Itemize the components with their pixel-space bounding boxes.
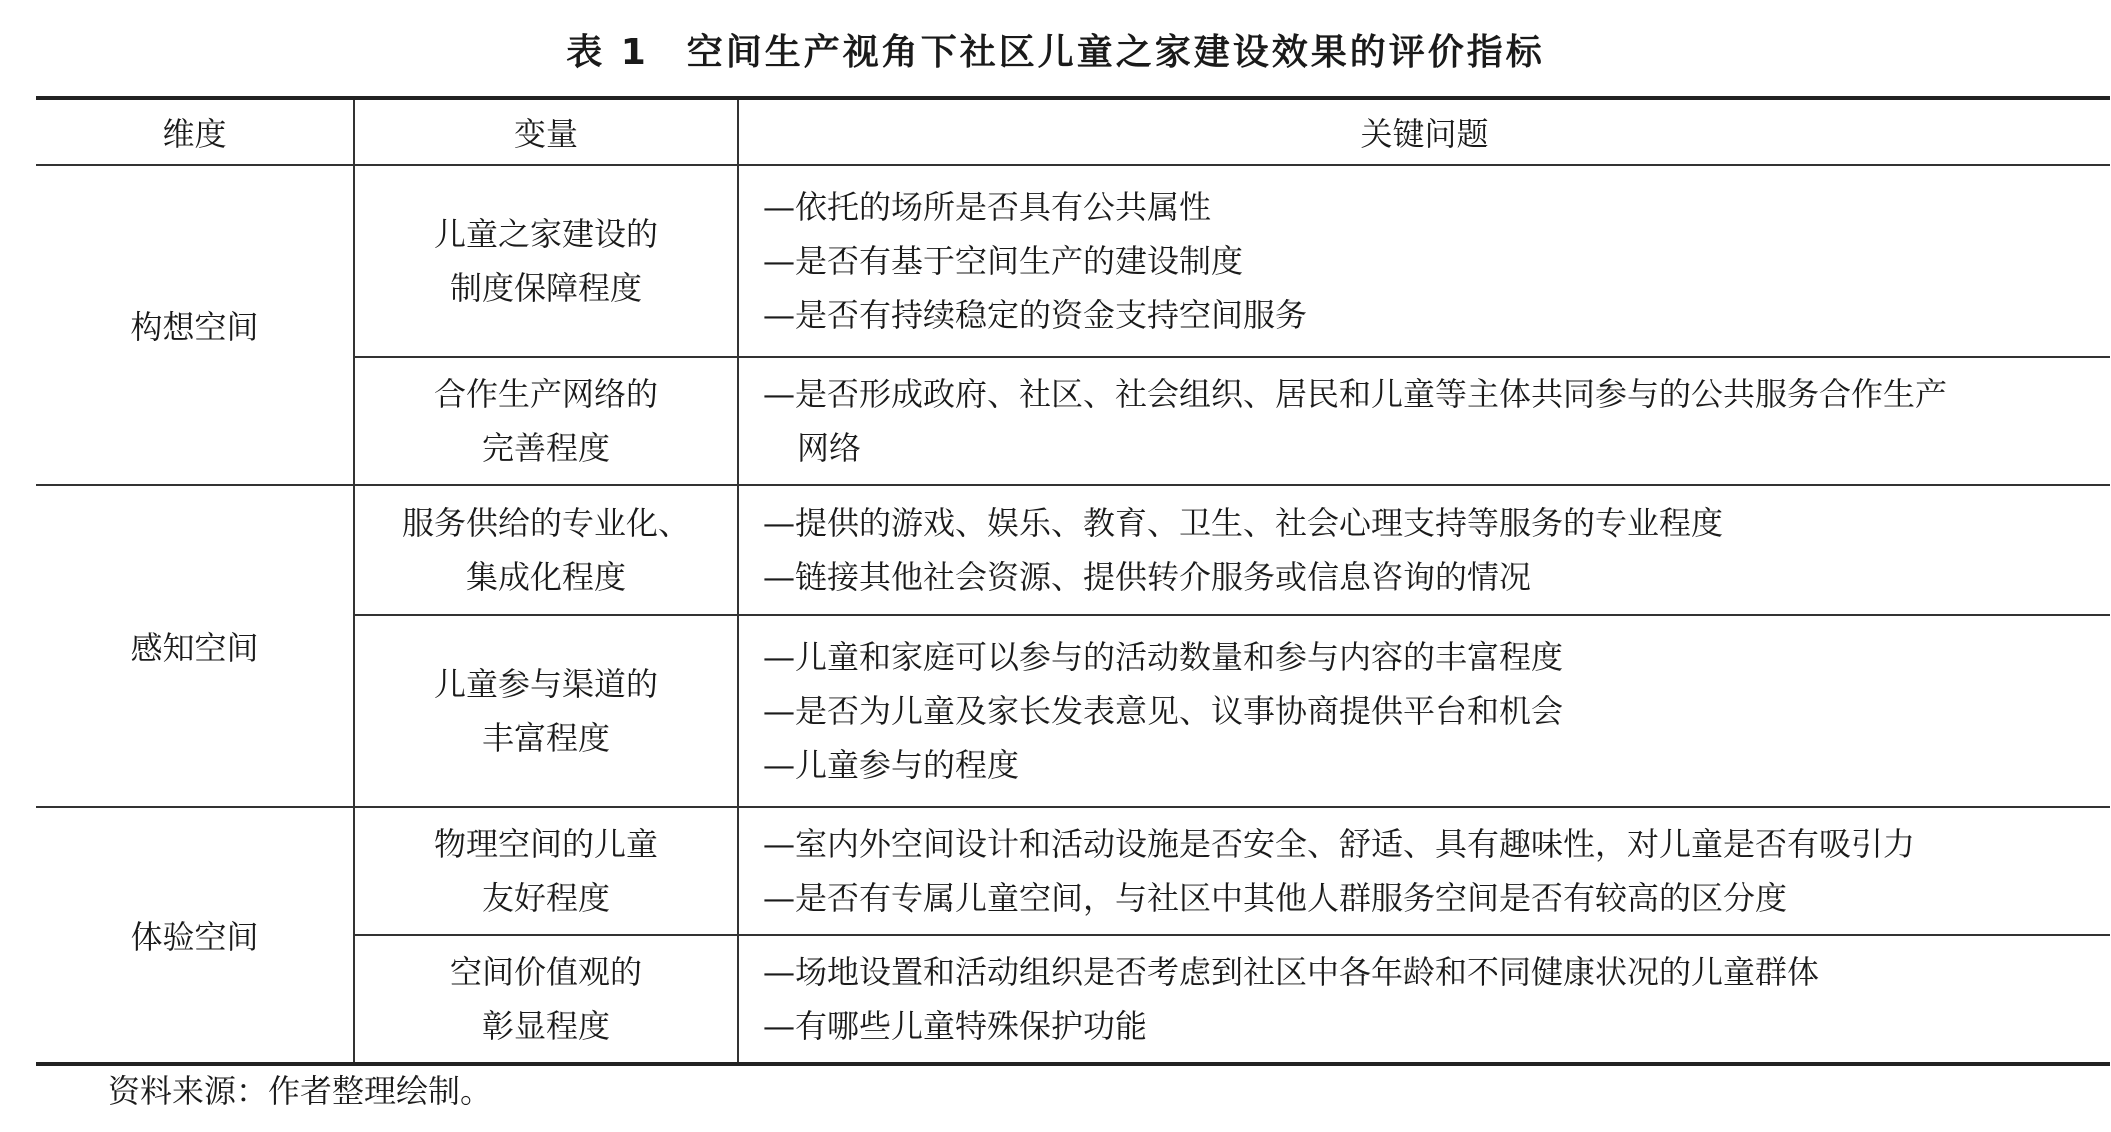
question-item: —有哪些儿童特殊保护功能 [763,1007,1148,1045]
question-cell [738,357,2110,485]
variable-line: 友好程度 [481,879,610,917]
question-item: —是否形成政府、社区、社会组织、居民和儿童等主体共同参与的公共服务合作生产 [763,375,1948,413]
header-key-question: 关键问题 [738,98,2110,165]
variable-line: 彰显程度 [481,1007,610,1045]
dimension-cell: 构想空间 [36,165,354,485]
variable-line: 儿童之家建设的 [433,215,658,253]
dimension-cell: 感知空间 [36,485,354,807]
table-row [36,485,2110,615]
table-number: 表 1 [566,32,649,73]
question-item: —依托的场所是否具有公共属性 [763,188,1212,226]
evaluation-table [36,96,2110,1066]
question-cell [738,935,2110,1064]
header-variable: 变量 [354,98,738,165]
variable-line: 儿童参与渠道的 [433,665,658,703]
question-item: —提供的游戏、娱乐、教育、卫生、社会心理支持等服务的专业程度 [763,504,1724,542]
question-item: —儿童参与的程度 [763,746,1020,784]
dimension-cell: 体验空间 [36,807,354,1064]
question-cell [738,165,2110,357]
question-item: —室内外空间设计和活动设施是否安全、舒适、具有趣味性，对儿童是否有吸引力 [763,825,1916,863]
variable-cell [354,485,738,615]
variable-line: 完善程度 [481,429,610,467]
question-item: —是否为儿童及家长发表意见、议事协商提供平台和机会 [763,692,1564,730]
variable-line: 合作生产网络的 [433,375,658,413]
variable-cell [354,357,738,485]
question-item: —是否有持续稳定的资金支持空间服务 [763,296,1308,334]
question-item: —儿童和家庭可以参与的活动数量和参与内容的丰富程度 [763,638,1564,676]
table-header-row [36,98,2110,165]
question-cell [738,485,2110,615]
question-cell [738,615,2110,807]
question-item: —场地设置和活动组织是否考虑到社区中各年龄和不同健康状况的儿童群体 [763,953,1820,991]
question-item-continuation: 网络 [797,429,862,467]
variable-line: 集成化程度 [465,558,626,596]
variable-cell [354,807,738,935]
header-dimension: 维度 [36,98,354,165]
table-caption [0,24,2111,75]
variable-line: 丰富程度 [481,719,610,757]
variable-cell [354,165,738,357]
table-row [36,165,2110,357]
question-cell [738,807,2110,935]
variable-line: 物理空间的儿童 [433,825,658,863]
question-item: —是否有基于空间生产的建设制度 [763,242,1244,280]
variable-line: 服务供给的专业化、 [401,504,690,542]
variable-line: 空间价值观的 [449,953,642,991]
table-row [36,807,2110,935]
variable-cell [354,935,738,1064]
question-item: —是否有专属儿童空间，与社区中其他人群服务空间是否有较高的区分度 [763,879,1788,917]
source-note: 资料来源：作者整理绘制。 [108,1072,493,1110]
question-item: —链接其他社会资源、提供转介服务或信息咨询的情况 [763,558,1532,596]
variable-line: 制度保障程度 [449,269,642,307]
table-title: 空间生产视角下社区儿童之家建设效果的评价指标 [686,32,1545,73]
variable-cell [354,615,738,807]
